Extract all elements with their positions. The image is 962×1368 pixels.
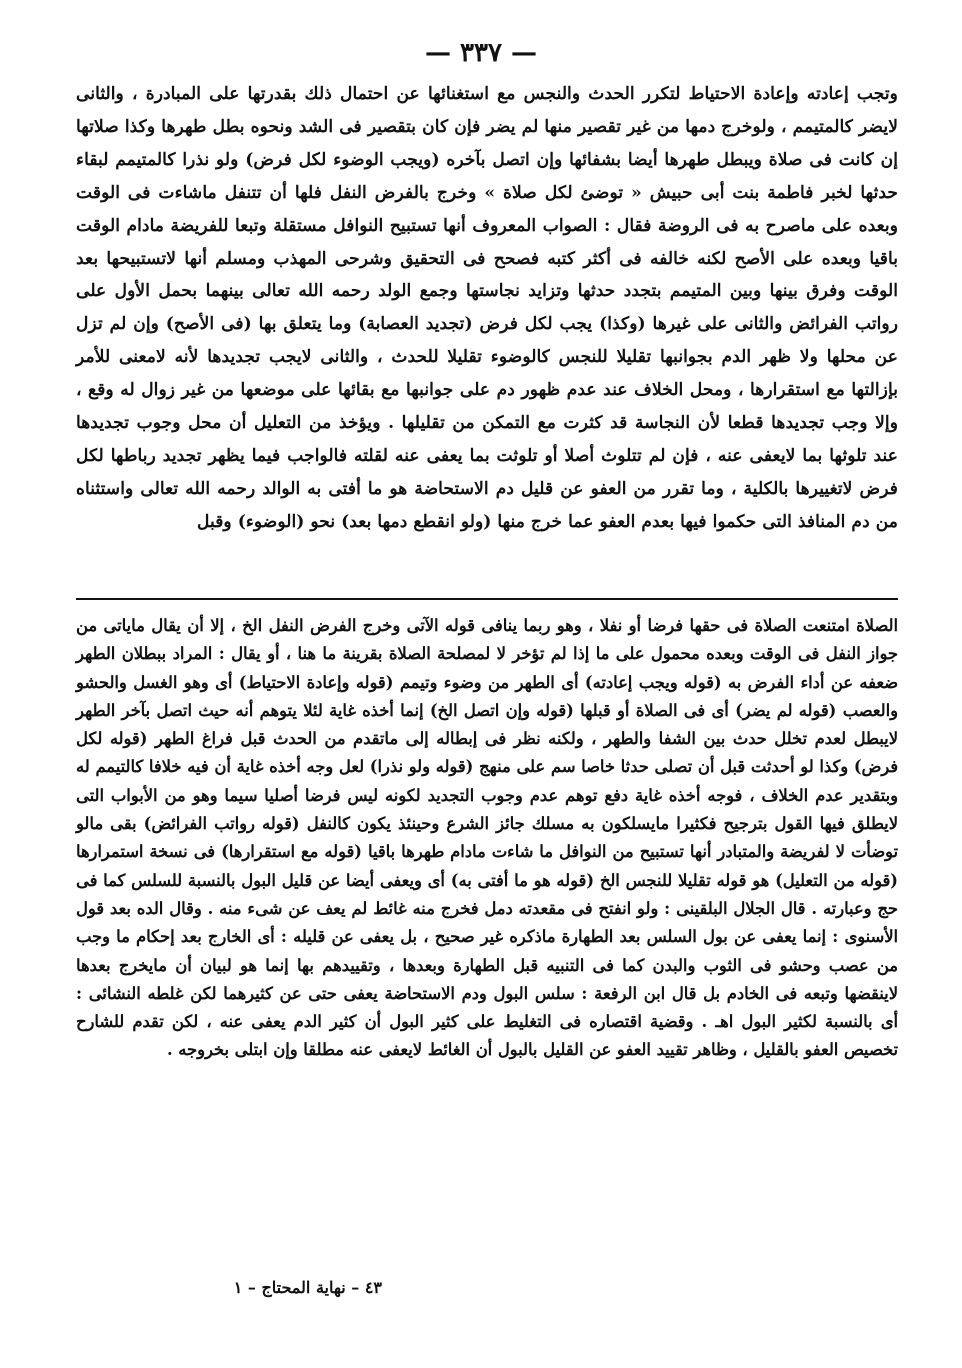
footnote-divider <box>76 598 898 600</box>
main-text-body: وتجب إعادته وإعادة الاحتياط لتكرر الحدث والنجس مع استغنائها عن احتمال ذلك بقدرتها على المبادرة ، والثانى لايضر كالمتيمم ، ولوخرج دمها من غير تقصير منها لم يضر فإن كان بتقصير فى الشد ونحوه بطل طهرها وكذا صلاتها إن كانت فى صلاة ويبطل طهرها أيضا بشفائها وإن اتصل بآخره (ويجب الوضوء لكل فرض) ولو نذرا كالمتيمم لبقاء حدثها لخبر فاطمة بنت أبى حبيش « توضئ لكل صلاة » وخرج بالفرض النفل فلها أن تتنفل ماشاءت فى الوقت وبعده على ماصرح به فى الروضة فقال : الصواب المعروف أنها تستبيح النوافل مستقلة وتبعا للفريضة مادام الوقت باقيا وبعده على الأصح لكنه خالفه فى أكثر كتبه فصحح فى التحقيق وشرحى المهذب ومسلم أنها لاتستبيحها بعد الوقت وفرق بينها وبين المتيمم بتجدد حدثها وتزايد نجاستها وجمع الولد رحمه الله تعالى بينهما بحمل الأول على رواتب الفرائض والثانى على غيرها (وكذا) يجب لكل فرض (تجديد العصابة) وما يتعلق بها (فى الأصح) وإن لم تزل عن محلها ولا ظهر الدم بجوانبها تقليلا للنجس كالوضوء تقليلا للحدث ، والثانى لايجب تجديدها لأنه لامعنى للأمر بإزالتها مع استقرارها ، ومحل الخلاف عند عدم ظهور دم على جوانبها مع بقائها على موضعها من غير زوال له وقع ، وإلا وجب تجديدها قطعا لأن النجاسة قد كثرت مع التمكن من تقليلها . ويؤخذ من التعليل أن محل وجوب تجديدها عند تلوثها بما لايعفى عنه ، فإن لم تتلوث أصلا أو تلوثت بما يعفى عنه لقلته فالواجب فيما يظهر تجديد رباطها لكل فرض لاتغييرها بالكلية ، وما تقرر من العفو عن قليل دم الاستحاضة هو ما أفتى به الوالد رحمه الله تعالى واستثناه من دم المنافذ التى حكموا فيها بعدم العفو عما خرج منها (ولو انقطع دمها بعد) نحو (الوضوء) وقبل <box>76 84 898 532</box>
page-number: — ٣٣٧ — <box>424 38 538 68</box>
book-signature: ٤٣ – نهاية المحتاج – ١ <box>233 1278 382 1297</box>
footnotes-commentary: الصلاة امتنعت الصلاة فى حقها فرضا أو نفلا ، وهو ربما ينافى قوله الآتى وخرج الفرض النفل الخ ، إلا أن يقال ماياتى من جواز النفل فى الوقت وبعده محمول على ما إذا لم تؤخر لا لمصلحة الصلاة بقرينة ما هنا ، أو يقال : المراد ببطلان الطهر ضعفه عن أداء الفرض به (قوله ويجب إعادته) أى الطهر من وضوء وتيمم (قوله وإعادة الاحتياط) أى وهو الغسل والحشو والعصب (قوله لم يضر) أى فى الصلاة أو قبلها (قوله وإن اتصل الخ) إنما أخذه غاية لئلا يتوهم أنه حيث اتصل بآخر الطهر لايبطل لعدم تخلل حدث بين الشفا والطهر ، ولكنه نظر فى إبطاله إلى ماتقدم من الحدث قبل فراغ الطهر (قوله لكل فرض) وكذا لو أحدثت قبل أن تصلى حدثا خاصا سم على منهج (قوله ولو نذرا) لعل وجه أخذه غاية أن فيه خلافا كالتيمم له وبتقدير عدم الخلاف ، فوجه أخذه غاية دفع توهم عدم وجوب التجديد لكونه ليس فرضا أصليا سيما وهو من الأبواب التى لايطلق فيها القول بترجيح فكثيرا مايسلكون به مسلك جائز الشرع وحينئذ يكون كالنفل (قوله رواتب الفرائض) بقى مالو توضأت لا لفريضة والمتبادر أنها تستبيح من النوافل ما شاءت مادام طهرها باقيا (قوله مع استقرارها) فى نسخة استمرارها (قوله من التعليل) هو قوله تقليلا للنجس الخ (قوله هو ما أفتى به) أى ويعفى أيضا عن قليل البول بالنسبة للسلس كما فى حج وعبارته . قال الجلال البلقينى : ولو انفتح فى مقعدته دمل فخرج منه غائط لم يعف عن شىء منه . وقال الده بعد قول الأسنوى : إنما يعفى عن بول السلس بعد الطهارة ماذكره غير صحيح ، بل يعفى عن قليله : أى الخارج بعد إحكام ما وجب من عصب وحشو فى الثوب والبدن كما فى التنبيه قبل الطهارة وبعدها ، وتقييدهم بها إنما هو لبيان أن مايخرج بعدها لاينقضها وتبعه فى الخادم بل قال ابن الرفعة : سلس البول ودم الاستحاضة يعفى حتى عن كثيرهما لكن غلطه النشائى : أى بالنسبة لكثير البول اهـ . وقضية اقتصاره فى التغليط على كثير البول أن كثير الدم يعفى عنه ، لكن تقدم للشارح تخصيص العفو بالقليل ، وظاهر تقييد العفو عن القليل بالبول أن الغائط لايعفى عنه مطلقا وإن ابتلى بخروجه . <box>76 616 898 1060</box>
